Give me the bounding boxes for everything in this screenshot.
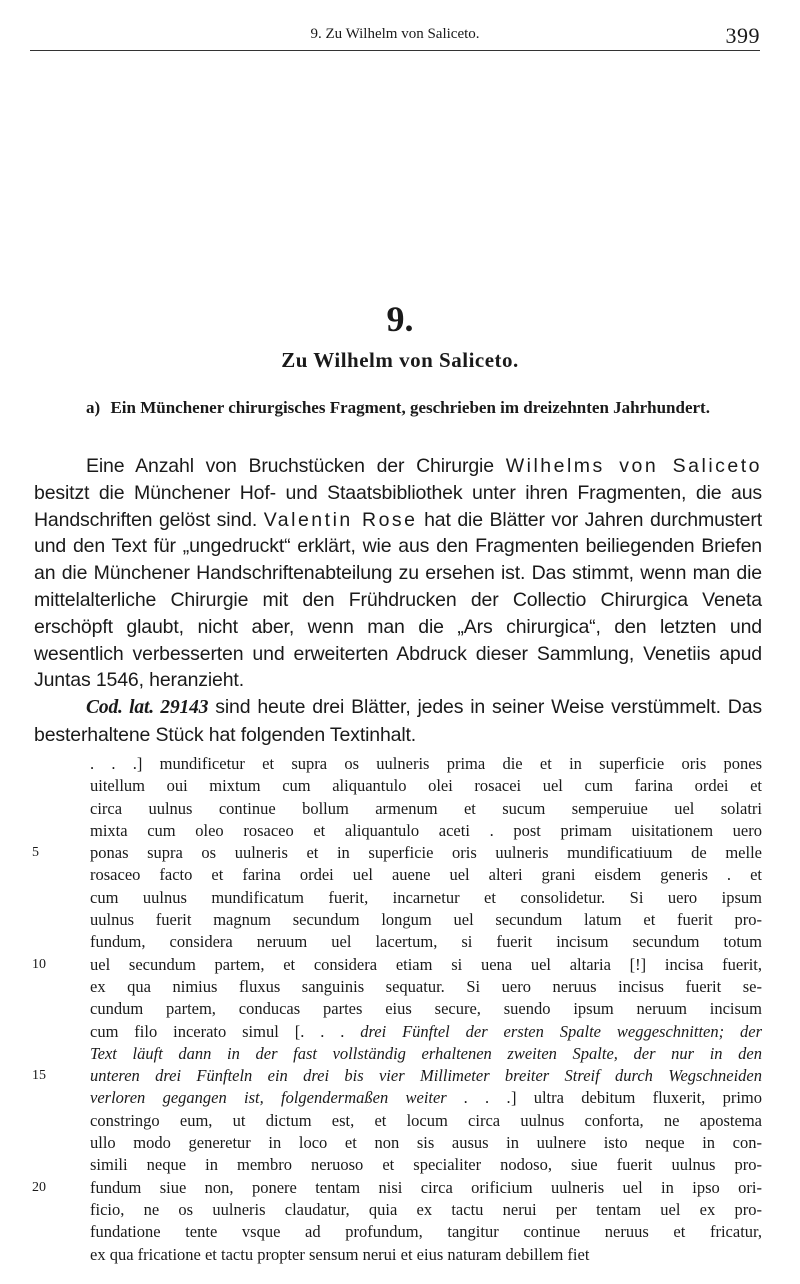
paragraph-2-text: sind heute drei Blätter, jedes in seiner Weise verstümmelt. Das besterhaltene Stück hat folgenden Textinhalt. [34,696,763,746]
latin-text-segment: ullo modo generetur in loco et non sis ausus in uulnere isto neque in con- [90,1133,762,1153]
latin-line [90,1043,762,1065]
latin-text-segment: circa uulnus continue bollum armenum et sucum semperuiue uel solatri [90,798,762,818]
line-number: 15 [32,1068,46,1084]
latin-line [90,1021,762,1043]
latin-text-segment: ficio, ne os uulneris claudatur, quia ex tactu nerui per tentam uel ex pro- [90,1199,762,1219]
body-text [34,453,762,749]
latin-text-segment: mixta cum oleo rosaceo et aliquantulo aceti . post primam uisitationem uero [90,820,762,840]
paragraph-1-part-a: Eine Anzahl von Bruchstücken der Chirurgie [86,455,494,477]
author-name-rose: Valentin Rose [263,508,418,531]
paragraph-1 [34,453,762,694]
latin-line [90,998,762,1020]
line-number: 10 [32,956,46,972]
latin-text-segment: ponas supra os uulneris et in superficie oris uulneris mundificatiuum de melle [90,843,762,863]
latin-line [90,1221,762,1243]
latin-transcription [32,753,762,1266]
latin-text-segment: uel secundum partem, et considera etiam si uena uel altaria [!] incisa fuerit, [90,954,762,974]
latin-text-segment: cundum partem, conducas partes eius secure, suendo ipsum neruum incisum [90,999,762,1019]
editorial-note: verloren gegangen ist, folgendermaßen weiter . . . [90,1088,511,1108]
latin-line [90,775,762,797]
section-heading [34,395,762,421]
latin-text-segment: cum uulnus mundificatum fuerit, incarnetur et consolidetur. Si uero ipsum [90,887,762,907]
latin-line [90,1110,762,1132]
latin-line [32,842,762,864]
latin-line [90,820,762,842]
latin-text-segment: uitellum oui mixtum cum aliquantulo olei rosacei uel cum farina ordei et [90,776,762,796]
latin-line [32,954,762,976]
latin-line [90,976,762,998]
latin-line [90,1132,762,1154]
latin-text-segment: fundum, considera neruum uel lacertum, si fuerit incisum secundum totum [90,932,762,952]
latin-text-segment: fundum siue non, ponere tentam nisi circa orificium uulneris uel in ipso ori- [90,1177,762,1197]
latin-text-segment: rosaceo facto et farina ordei uel auene uel alteri grani eisdem generis . et [90,865,762,885]
latin-text-segment: ex qua fricatione et tactu propter sensum nerui et eius naturam debillem fiet [90,1244,590,1264]
author-name-saliceto: Wilhelms von Saliceto [505,455,763,477]
latin-text-segment: uulnus fuerit magnum secundum longum uel secundum latum et fuerit pro- [90,910,762,930]
latin-text-segment: cum filo incerato simul [. . . [90,1021,361,1041]
paragraph-1-part-b: besitzt die Münchener Hof- und Staatsbibliothek unter ihren Fragmenten, die aus Handschriften gelöst sind. [34,481,762,531]
page-number: 399 [725,23,760,48]
latin-text-segment: ] ultra debitum fluxerit, primo [510,1088,762,1108]
paragraph-2 [34,694,762,749]
latin-text-segment: simili neque in membro neruoso et specialiter nodoso, siue fuerit uulnus pro- [90,1155,762,1175]
latin-line [90,909,762,931]
editorial-note: drei Fünftel der ersten Spalte weggeschnitten; der [360,1021,762,1041]
latin-text-segment: fundatione tente vsque ad profundum, tangitur continue neruus et fricatur, [90,1222,762,1242]
latin-line [90,1087,762,1109]
line-number: 5 [32,845,39,861]
latin-line [32,1065,762,1087]
line-number: 20 [32,1179,46,1195]
latin-line [90,864,762,886]
latin-line [90,887,762,909]
latin-line [90,753,762,775]
latin-line [90,798,762,820]
running-title: 9. Zu Wilhelm von Saliceto. [310,26,480,42]
section-heading-text: Ein Münchener chirurgisches Fragment, geschrieben im dreizehnten Jahrhundert. [110,398,710,417]
latin-text-segment: . . .] mundificetur et supra os uulneris prima die et in superficie oris pones [90,754,762,773]
paragraph-1-part-c: hat die Blätter vor Jahren durchmustert und den Text für „ungedruckt“ erklärt, wie aus den Fragmenten beiliegenden Briefen an die Münchener Handschriftenabteilung zu ersehen ist. Das stimmt, wenn man die mittelalterliche Chirurgie mit den Frühdrucken der Collectio Chirurgica Veneta erschöpft glaubt, nicht aber, wenn man die „Ars chirurgica“, den letzten und wesentlich verbesserten und erweiterten Abdruck dieser Sammlung, Venetiis apud Juntas 1546, heranzieht. [34,508,762,692]
latin-line [90,931,762,953]
latin-line [90,1199,762,1221]
chapter-title: Zu Wilhelm von Saliceto. [281,348,519,372]
latin-line [32,1177,762,1199]
latin-line [90,1244,762,1266]
chapter-number: 9. [386,299,414,339]
latin-line [90,1154,762,1176]
latin-text-segment: constringo eum, ut dictum est, et locum circa uulnus conforta, ne apostema [90,1110,762,1130]
latin-text-segment: ex qua nimius fluxus sanguinis sequatur. Si uero neruus incisus fuerit se- [90,976,762,996]
editorial-note: unteren drei Fünfteln ein drei bis vier Millimeter breiter Streif durch Wegschneiden [90,1066,762,1086]
codex-reference: Cod. lat. 29143 [86,697,209,719]
section-marker: a) [86,398,101,417]
editorial-note: Text läuft dann in der fast vollständig erhaltenen zweiten Spalte, der nur in den [90,1043,762,1063]
running-head [30,22,760,51]
